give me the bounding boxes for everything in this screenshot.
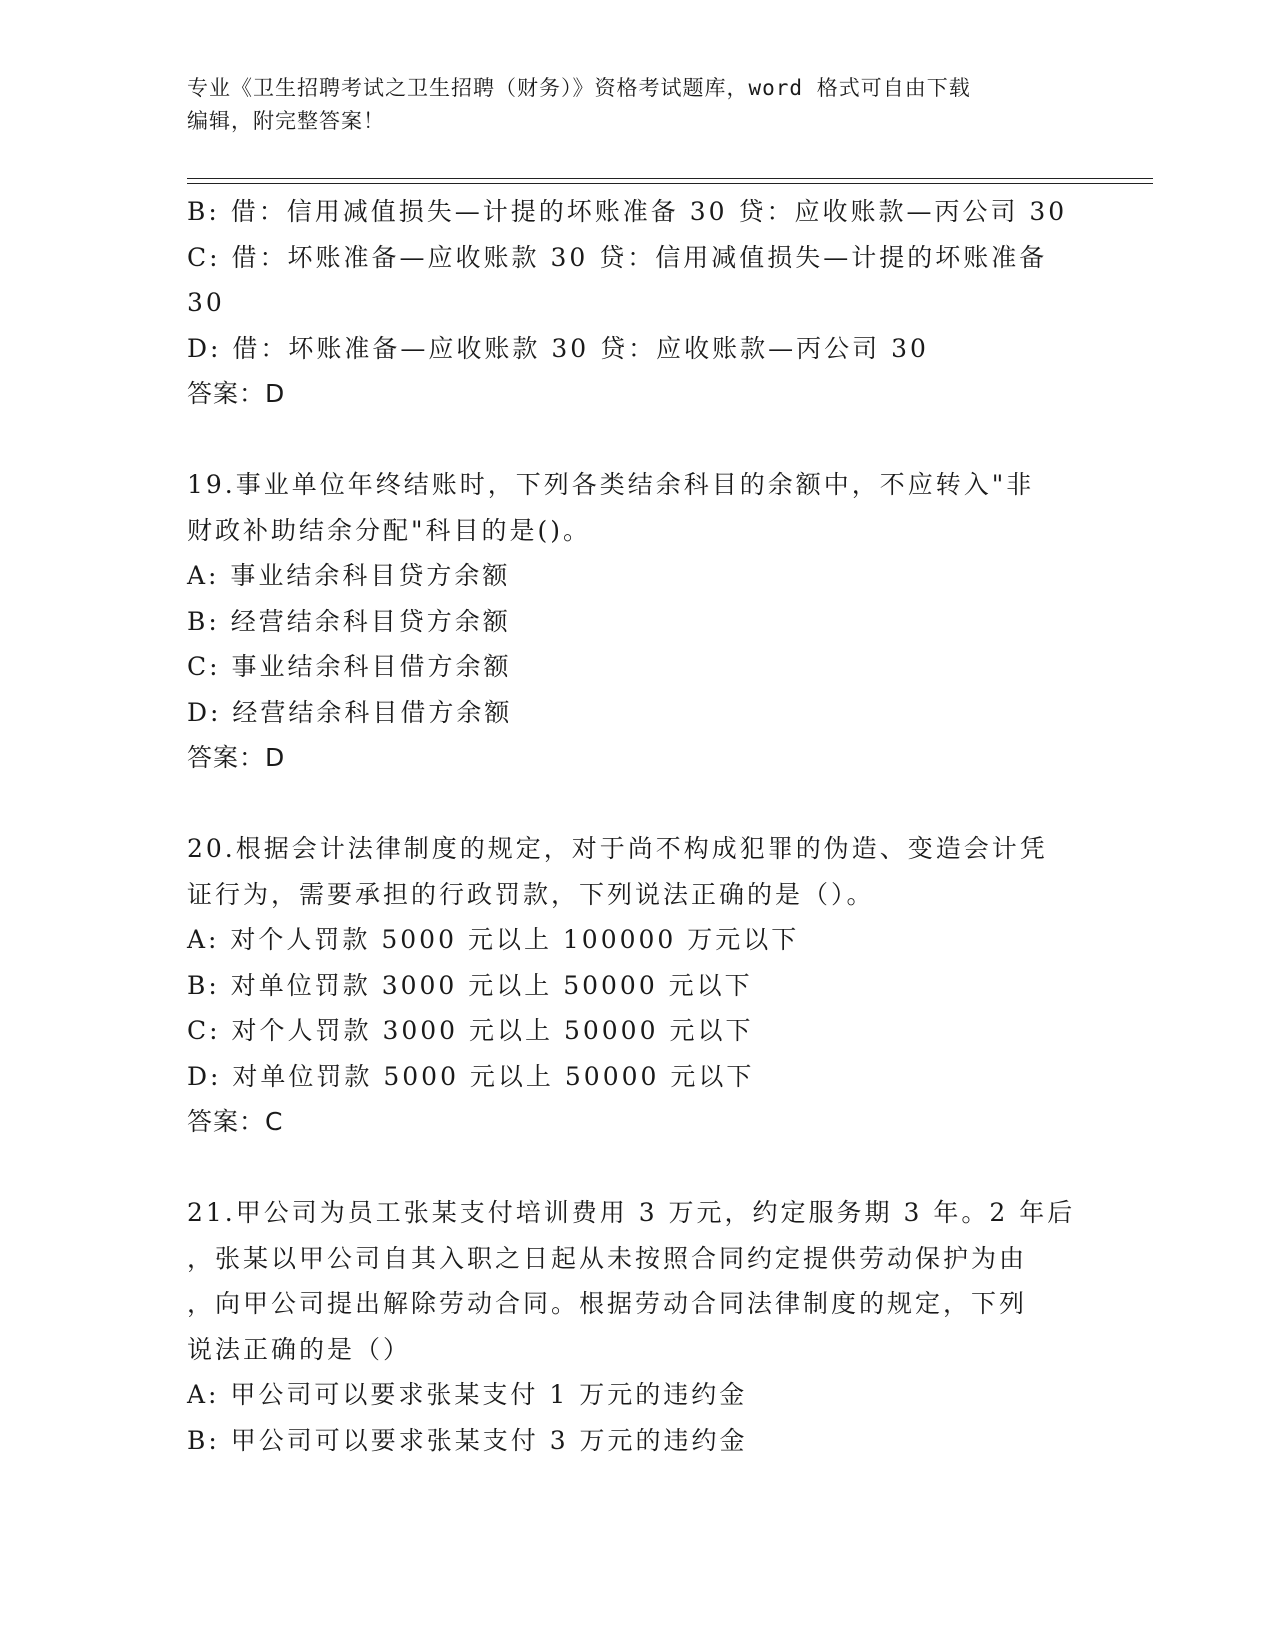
question-stem-line-1: 20.根据会计法律制度的规定，对于尚不构成犯罪的伪造、变造会计凭: [187, 834, 1048, 863]
option-c-line-2: 30: [187, 288, 225, 317]
option-a: A: 对个人罚款 5000 元以上 100000 万元以下: [187, 925, 800, 954]
question-stem-line-2: ，张某以甲公司自其入职之日起从未按照合同约定提供劳动保护为由: [187, 1243, 1028, 1273]
header-line-1: 专业《卫生招聘考试之卫生招聘（财务）》资格考试题库，word 格式可自由下载: [187, 76, 971, 100]
header-line-2: 编辑，附完整答案！: [187, 109, 385, 133]
question-stem-line-4: 说法正确的是（）: [187, 1334, 412, 1364]
header-rule-top: [187, 178, 1153, 179]
option-a: A: 甲公司可以要求张某支付 1 万元的违约金: [187, 1380, 748, 1409]
answer: 答案：D: [187, 379, 286, 408]
question-stem-line-3: ，向甲公司提出解除劳动合同。根据劳动合同法律制度的规定，下列: [187, 1289, 1028, 1318]
option-b: B: 对单位罚款 3000 元以上 50000 元以下: [187, 970, 753, 1000]
question-stem-line-1: 21.甲公司为员工张某支付培训费用 3 万元，约定服务期 3 年。2 年后: [187, 1198, 1076, 1227]
option-b: B: 经营结余科目贷方余额: [187, 606, 511, 636]
header-rule-bottom: [187, 183, 1153, 184]
spacer: [187, 781, 1067, 827]
option-d: D: 经营结余科目借方余额: [187, 697, 513, 727]
spacer: [187, 1145, 1067, 1191]
document-header: [187, 72, 1067, 138]
question-20: [187, 826, 1067, 1145]
question-19: [187, 462, 1067, 781]
option-b: B: 借：信用减值损失—计提的坏账准备 30 贷：应收账款—丙公司 30: [187, 197, 1068, 226]
option-d: D: 对单位罚款 5000 元以上 50000 元以下: [187, 1061, 755, 1091]
answer: 答案：C: [187, 1107, 284, 1136]
question-stem-line-2: 证行为，需要承担的行政罚款，下列说法正确的是（）。: [187, 879, 875, 909]
answer: 答案：D: [187, 743, 286, 772]
option-a: A: 事业结余科目贷方余额: [187, 561, 511, 590]
spacer: [187, 417, 1067, 463]
option-b: B: 甲公司可以要求张某支付 3 万元的违约金: [187, 1425, 748, 1455]
question-stem-line-2: 财政补助结余分配"科目的是()。: [187, 515, 592, 545]
document-body: [187, 189, 1076, 1463]
question-stem-line-1: 19.事业单位年终结账时，下列各类结余科目的余额中，不应转入"非: [187, 470, 1035, 499]
question-21: [187, 1190, 1076, 1463]
option-c: C: 事业结余科目借方余额: [187, 652, 512, 681]
question-18: [187, 189, 1067, 417]
option-c-line-1: C: 借：坏账准备—应收账款 30 贷：信用减值损失—计提的坏账准备: [187, 242, 1048, 272]
option-d: D: 借：坏账准备—应收账款 30 贷：应收账款—丙公司 30: [187, 333, 929, 363]
option-c: C: 对个人罚款 3000 元以上 50000 元以下: [187, 1016, 754, 1045]
